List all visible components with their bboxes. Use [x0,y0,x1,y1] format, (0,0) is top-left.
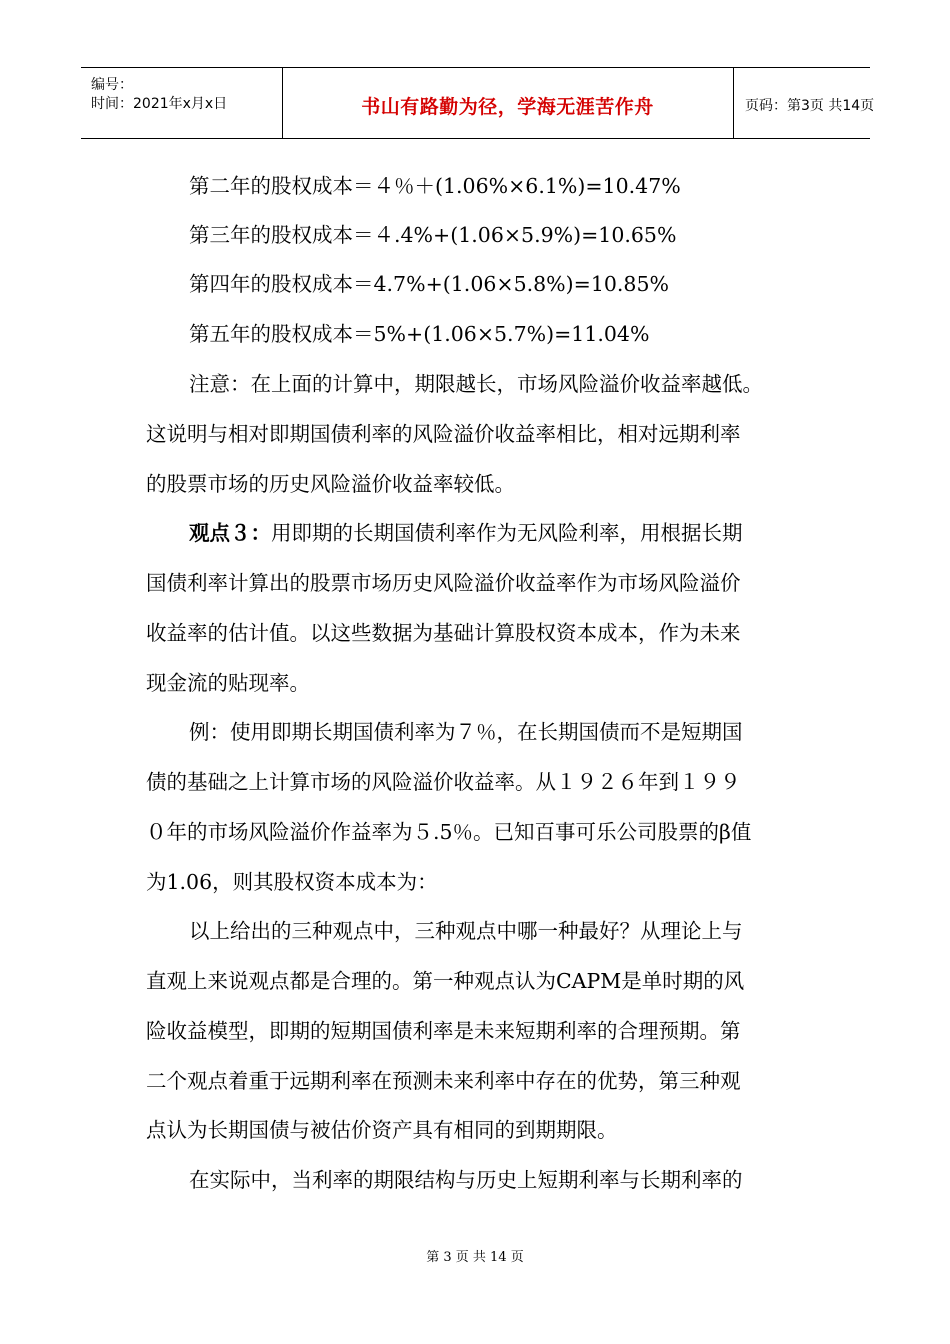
body-line: 债的基础之上计算市场的风险溢价收益率。从１９２６年到１９９ [146,770,741,794]
header-table [81,67,875,139]
body-line: 的股票市场的历史风险溢价收益率较低。 [146,472,515,496]
body-line: 收益率的估计值。以这些数据为基础计算股权资本成本，作为未来 [146,621,741,645]
body-line: 在实际中，当利率的期限结构与历史上短期利率与长期利率的 [189,1168,743,1192]
body-line: 直观上来说观点都是合理的。第一种观点认为CAPM是单时期的风 [146,969,745,993]
body-line: 国债利率计算出的股票市场历史风险溢价收益率作为市场风险溢价 [146,571,741,595]
header-motto: 书山有路勤为径，学海无涯苦作舟 [361,96,654,118]
body-line: 现金流的贴现率。 [146,671,310,695]
page-footer: 第 3 页 共 14 页 [426,1250,524,1265]
body-line: 以上给出的三种观点中，三种观点中哪一种最好？从理论上与 [189,919,743,943]
page-info: 页码：第3页 共14页 [745,98,875,114]
viewpoint-heading: 观点３： [189,521,271,545]
header-left-cell [81,68,283,138]
body-line: 第四年的股权成本＝4.7%+(1.06×5.8%)=10.85% [189,272,669,296]
body-line: ０年的市场风险溢价作益率为５.5％。已知百事可乐公司股票的β值 [146,820,752,844]
header-right-cell [733,68,875,138]
body-line: 二个观点着重于远期利率在预测未来利率中存在的优势，第三种观 [146,1069,741,1093]
body-line: 例：使用即期长期国债利率为７％，在长期国债而不是短期国 [189,720,743,744]
body-line: 第五年的股权成本＝5%+(1.06×5.7%)=11.04% [189,322,650,346]
body-line: 第三年的股权成本＝４.4%+(1.06×5.9%)=10.65% [189,223,677,247]
body-line: 险收益模型，即期的短期国债利率是未来短期利率的合理预期。第 [146,1019,741,1043]
body-line: 这说明与相对即期国债利率的风险溢价收益率相比，相对远期利率 [146,422,741,446]
viewpoint-text: 用即期的长期国债利率作为无风险利率，用根据长期 [271,521,743,545]
body-line: 注意：在上面的计算中，期限越长，市场风险溢价收益率越低。 [189,372,763,396]
body-line [189,519,859,547]
body-line: 点认为长期国债与被估价资产具有相同的到期期限。 [146,1118,618,1142]
document-number-label: 编号： [91,77,133,93]
document-date: 时间：2021年x月x日 [91,96,228,112]
header-middle-cell [282,68,734,138]
body-line: 为1.06，则其股权资本成本为： [146,870,438,894]
body-line: 第二年的股权成本＝４％＋(1.06%×6.1%)=10.47% [189,174,681,198]
